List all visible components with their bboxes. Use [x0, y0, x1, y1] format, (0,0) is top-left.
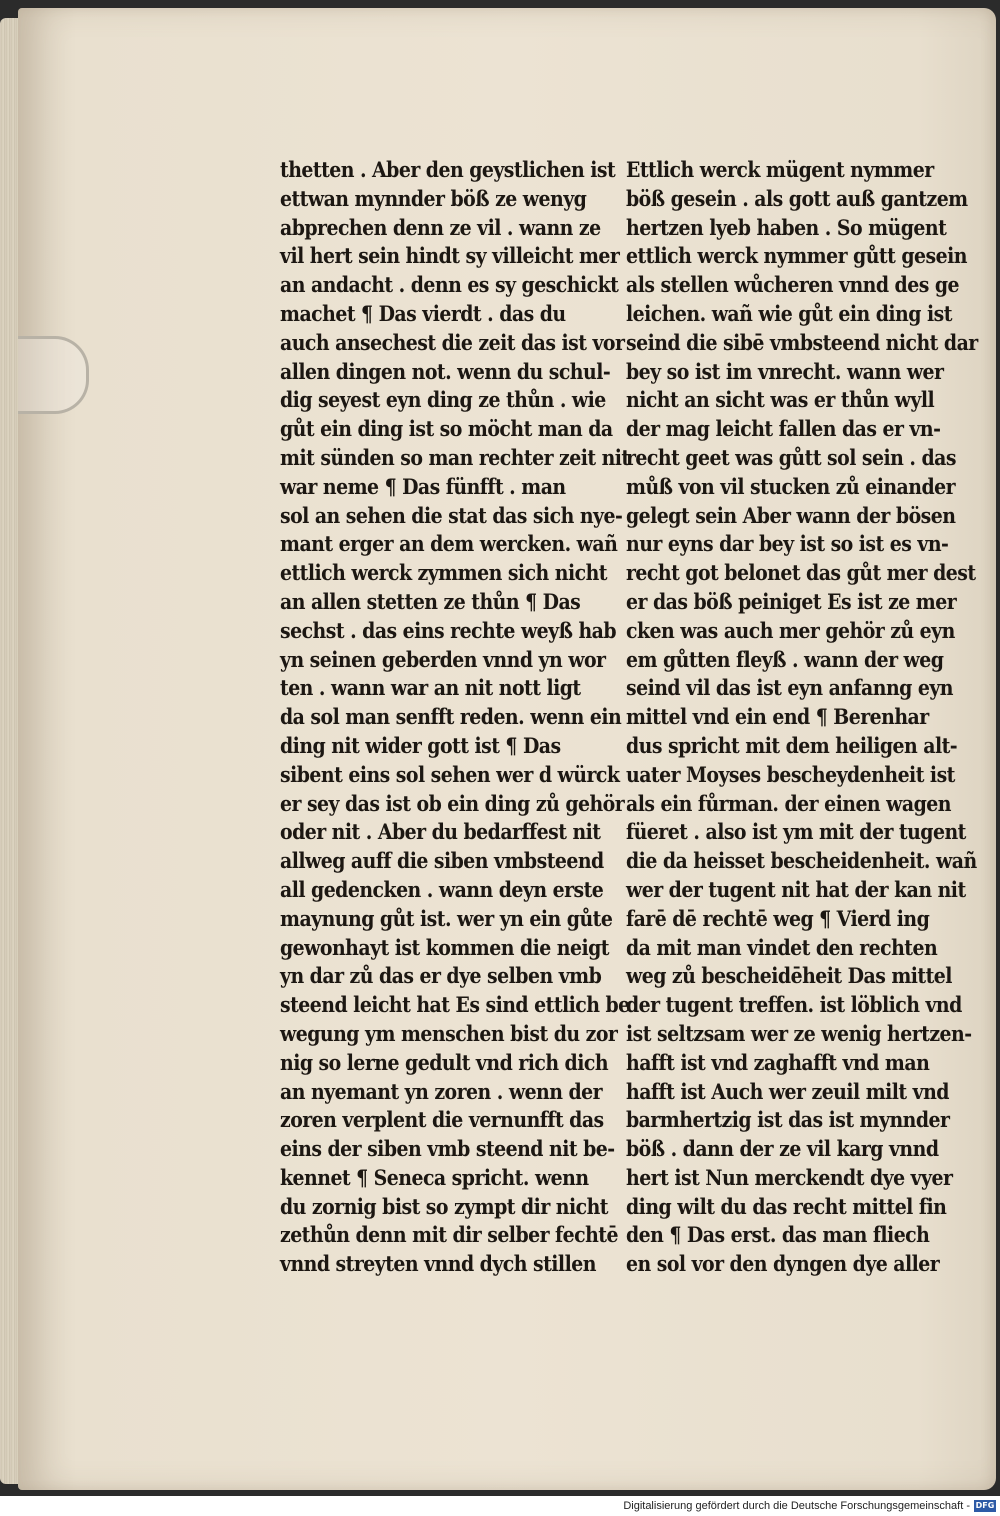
- text-line: er das böß peiniget Es ist ze mer: [626, 588, 957, 614]
- text-line: en sol vor den dyngen dye aller: [626, 1251, 940, 1277]
- footer-bar: [0, 1496, 1000, 1516]
- text-line: nig so lerne gedult vnd rich dich: [280, 1049, 609, 1075]
- text-line: thetten . Aber den geystlichen ist: [280, 157, 616, 182]
- text-line: wegung ym menschen bist du zor: [280, 1020, 618, 1046]
- text-line: nicht an sicht was er thůn wyll: [626, 387, 935, 413]
- text-line: bey so ist im vnrecht. wann wer: [626, 358, 944, 384]
- text-line: recht geet was gůtt sol sein . das: [626, 444, 956, 470]
- text-line: machet ¶ Das vierdt . das du: [280, 300, 566, 326]
- text-line: füeret . also ist ym mit der tugent: [626, 819, 966, 845]
- text-line: seind vil das ist eyn anfanng eyn: [626, 675, 954, 701]
- text-line: mant erger an dem wercken. wañ: [280, 531, 618, 557]
- text-line: zoren verplent die vernunfft das: [280, 1107, 604, 1133]
- text-line: den ¶ Das erst. das man fliech: [626, 1222, 930, 1248]
- text-line: barmhertzig ist das ist mynnder: [626, 1107, 950, 1133]
- text-line: recht got belonet das gůt mer dest: [626, 560, 976, 586]
- text-line: wer der tugent nit hat der kan nit: [626, 876, 966, 902]
- text-line: sibent eins sol sehen wer d würck: [280, 761, 620, 787]
- dfg-logo-icon: DFG: [975, 1501, 995, 1510]
- text-line: die da heisset bescheidenheit. wañ: [626, 848, 977, 874]
- text-line: allweg auff die siben vmbsteend: [280, 848, 604, 874]
- text-line: böß gesein . als gott auß gantzem: [626, 185, 968, 211]
- text-line: der tugent treffen. ist löblich vnd: [626, 992, 962, 1018]
- text-line: ist seltzsam wer ze wenig hertzen-: [626, 1020, 972, 1046]
- book-page: [18, 8, 996, 1490]
- text-line: můß von vil stucken zů einander: [626, 473, 956, 499]
- text-line: an andacht . denn es sy geschickt: [280, 272, 619, 298]
- text-line: gelegt sein Aber wann der bösen: [626, 502, 956, 528]
- text-line: vnnd streyten vnnd dych stillen: [280, 1251, 596, 1277]
- text-line: leichen. wañ wie gůt ein ding ist: [626, 300, 952, 326]
- text-line: weg zů bescheidēheit Das mittel: [626, 963, 952, 989]
- text-line: war neme ¶ Das fünfft . man: [280, 473, 566, 499]
- text-line: sol an sehen die stat das sich nye-: [280, 502, 623, 528]
- text-line: yn seinen geberden vnnd yn wor: [280, 646, 606, 672]
- text-line: abprechen denn ze vil . wann ze: [280, 214, 601, 240]
- text-line: farē dē rechtē weg ¶ Vierd ing: [626, 905, 930, 931]
- text-line: kennet ¶ Seneca spricht. wenn: [280, 1164, 589, 1190]
- text-line: all gedencken . wann deyn erste: [280, 876, 604, 902]
- text-line: hafft ist Auch wer zeuil milt vnd: [626, 1078, 949, 1104]
- text-line: steend leicht hat Es sind ettlich be: [280, 992, 630, 1018]
- text-line: em gůtten fleyß . wann der weg: [626, 646, 944, 672]
- text-line: uater Moyses bescheydenheit ist: [626, 761, 955, 787]
- text-line: oder nit . Aber du bedarffest nit: [280, 819, 601, 845]
- text-line: gůt ein ding ist so möcht man da: [280, 416, 613, 442]
- page-clip: [18, 336, 89, 414]
- text-line: Ettlich werck mügent nymmer: [626, 157, 934, 182]
- text-line: ettlich werck nymmer gůtt gesein: [626, 243, 967, 269]
- text-line: ding nit wider gott ist ¶ Das: [280, 732, 561, 758]
- text-line: da mit man vindet den rechten: [626, 934, 938, 960]
- text-column-right: [626, 156, 978, 1279]
- text-line: yn dar zů das er dye selben vmb: [280, 963, 602, 989]
- text-line: als stellen wůcheren vnnd des ge: [626, 272, 960, 298]
- text-line: hert ist Nun merckendt dye vyer: [626, 1164, 953, 1190]
- text-line: eins der siben vmb steend nit be-: [280, 1136, 615, 1162]
- text-line: sechst . das eins rechte weyß hab: [280, 617, 617, 643]
- footer-credit: Digitalisierung gefördert durch die Deutsche Forschungsgemeinschaft -: [623, 1500, 970, 1512]
- text-line: auch ansechest die zeit das ist vor: [280, 329, 625, 355]
- text-line: ding wilt du das recht mittel fin: [626, 1193, 947, 1219]
- text-line: dig seyest eyn ding ze thůn . wie: [280, 387, 606, 413]
- text-line: gewonhayt ist kommen die neigt: [280, 934, 610, 960]
- text-line: nur eyns dar bey ist so ist es vn-: [626, 531, 949, 557]
- text-line: du zornig bist so zympt dir nicht: [280, 1193, 608, 1219]
- text-line: seind die sibē vmbsteend nicht dar: [626, 329, 978, 355]
- text-line: cken was auch mer gehör zů eyn: [626, 617, 955, 643]
- text-line: allen dingen not. wenn du schul-: [280, 358, 611, 384]
- text-line: mittel vnd ein end ¶ Berenhar: [626, 704, 929, 730]
- text-line: als ein fůrman. der einen wagen: [626, 790, 951, 816]
- text-line: böß . dann der ze vil karg vnnd: [626, 1136, 939, 1162]
- text-line: an nyemant yn zoren . wenn der: [280, 1078, 603, 1104]
- text-line: dus spricht mit dem heiligen alt-: [626, 732, 958, 758]
- text-line: der mag leicht fallen das er vn-: [626, 416, 941, 442]
- text-line: ettlich werck zymmen sich nicht: [280, 560, 607, 586]
- text-line: hafft ist vnd zaghafft vnd man: [626, 1049, 930, 1075]
- text-line: zethůn denn mit dir selber fechtē: [280, 1222, 618, 1248]
- text-column-left: [280, 156, 630, 1279]
- text-line: ettwan mynnder böß ze wenyg: [280, 185, 587, 211]
- text-line: er sey das ist ob ein ding zů gehör: [280, 790, 625, 816]
- text-line: mit sünden so man rechter zeit nit: [280, 444, 630, 470]
- text-line: da sol man senfft reden. wenn ein: [280, 704, 622, 730]
- text-line: an allen stetten ze thůn ¶ Das: [280, 588, 581, 614]
- text-line: hertzen lyeb haben . So mügent: [626, 214, 947, 240]
- text-line: ten . wann war an nit nott ligt: [280, 675, 581, 701]
- text-line: maynung gůt ist. wer yn ein gůte: [280, 905, 613, 931]
- text-line: vil hert sein hindt sy villeicht mer: [280, 243, 620, 269]
